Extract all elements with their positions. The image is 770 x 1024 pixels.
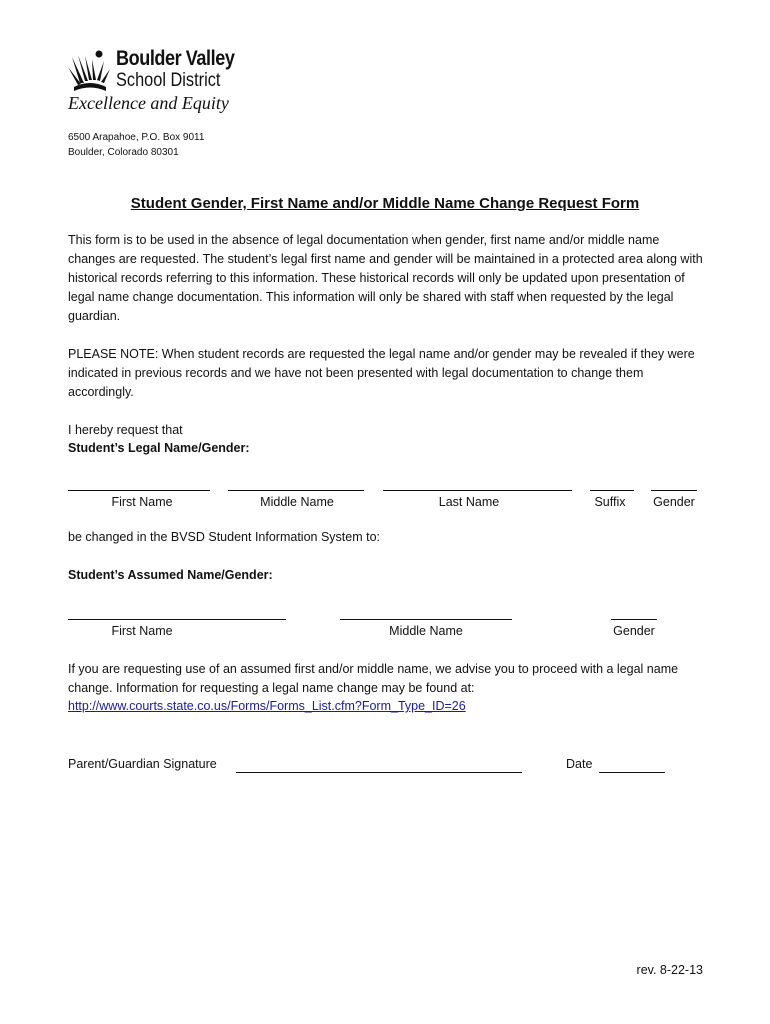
legal-gender-blank[interactable] bbox=[651, 490, 697, 491]
signature-label: Parent/Guardian Signature bbox=[68, 757, 217, 771]
legal-middle-name-blank[interactable] bbox=[228, 490, 364, 491]
intro-paragraph: This form is to be used in the absence of legal documentation when gender, first name and/or middle name changes are requested. The student’s legal first name and gender will be maintained in a protected area along with historical records referring to this information. These historical records will only be updated upon presentation of legal name change documentation. This information will only be shared with staff when requested by the legal guardian. bbox=[68, 233, 703, 323]
assumed-gender-blank[interactable] bbox=[611, 619, 657, 620]
court-forms-link[interactable]: http://www.courts.state.co.us/Forms/Forms_List.cfm?Form_Type_ID=26 bbox=[68, 699, 466, 713]
advice-paragraph: If you are requesting use of an assumed first and/or middle name, we advise you to proceed with a legal name change. Information for requesting a legal name change may be found at: bbox=[68, 662, 679, 695]
assumed-first-name-blank[interactable] bbox=[68, 619, 286, 620]
logo-line-1: Boulder Valley bbox=[116, 47, 235, 70]
legal-first-name-label: First Name bbox=[111, 495, 173, 509]
legal-first-name-blank[interactable] bbox=[68, 490, 210, 491]
district-logo-icon bbox=[66, 49, 112, 93]
legal-gender-label: Gender bbox=[653, 495, 695, 509]
request-line: I hereby request that bbox=[68, 423, 183, 437]
address-line-2: Boulder, Colorado 80301 bbox=[68, 147, 179, 158]
assumed-middle-name-blank[interactable] bbox=[340, 619, 512, 620]
legal-middle-name-label: Middle Name bbox=[260, 495, 334, 509]
date-blank[interactable] bbox=[599, 772, 665, 773]
logo-tagline: Excellence and Equity bbox=[68, 93, 229, 113]
address-line-1: 6500 Arapahoe, P.O. Box 9011 bbox=[68, 132, 205, 143]
signature-blank[interactable] bbox=[236, 772, 522, 773]
legal-name-heading: Student’s Legal Name/Gender: bbox=[68, 441, 250, 455]
legal-suffix-blank[interactable] bbox=[590, 490, 634, 491]
assumed-middle-name-label: Middle Name bbox=[389, 624, 463, 638]
revision-note: rev. 8-22-13 bbox=[636, 963, 703, 977]
assumed-name-heading: Student’s Assumed Name/Gender: bbox=[68, 568, 273, 582]
assumed-first-name-label: First Name bbox=[111, 624, 173, 638]
legal-last-name-blank[interactable] bbox=[383, 490, 572, 491]
assumed-gender-label: Gender bbox=[613, 624, 655, 638]
form-title: Student Gender, First Name and/or Middle Name Change Request Form bbox=[130, 195, 640, 212]
logo-line-2: School District bbox=[116, 70, 221, 91]
legal-last-name-label: Last Name bbox=[438, 495, 500, 509]
district-logo bbox=[66, 46, 266, 116]
changed-line: be changed in the BVSD Student Information System to: bbox=[68, 530, 380, 544]
note-paragraph: PLEASE NOTE: When student records are requested the legal name and/or gender may be revealed if they were indicated in previous records and we have not been presented with legal documentation to change them accordingly. bbox=[68, 347, 695, 399]
date-label: Date bbox=[566, 757, 593, 771]
legal-suffix-label: Suffix bbox=[594, 495, 626, 509]
